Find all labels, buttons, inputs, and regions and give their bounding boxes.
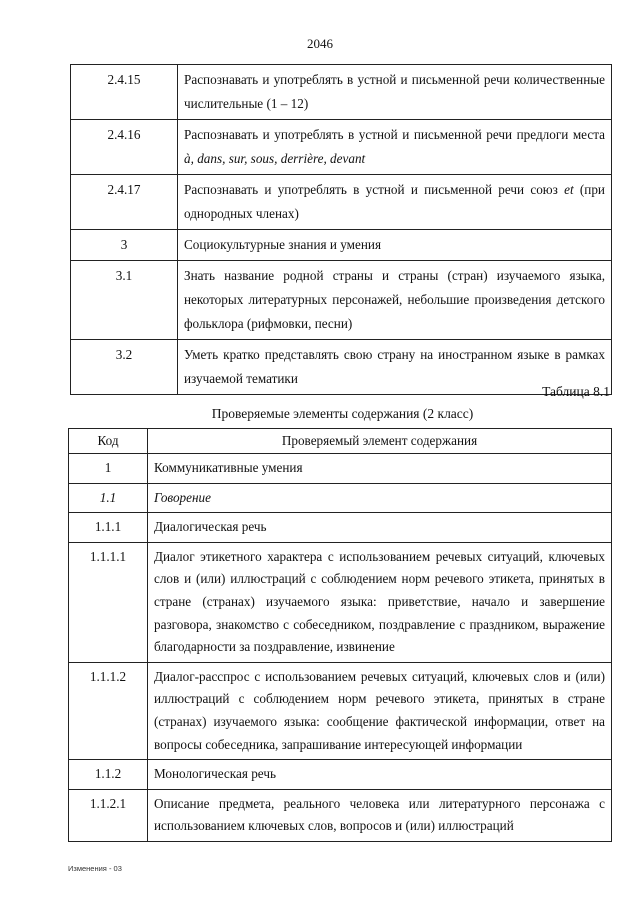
table-row [71,65,612,120]
table-row [71,340,612,395]
row-text: Монологическая речь [148,760,612,790]
row-text [178,120,612,175]
row-text: Диалогическая речь [148,513,612,543]
row-code: 1.1.2 [69,760,148,790]
row-code: 3.1 [71,261,178,340]
row-code: 3 [71,230,178,261]
skills-table-continued [70,64,612,395]
row-text: Уметь кратко представлять свою страну на иностранном языке в рамках изучаемой тематики [178,340,612,395]
table-number-label: Таблица 8.1 [542,384,610,399]
row-code: 2.4.17 [71,175,178,230]
row-text [178,175,612,230]
table-row [69,789,612,841]
table-row [69,542,612,662]
table-row [71,230,612,261]
row-text: Коммуникативные умения [148,454,612,484]
row-code: 3.2 [71,340,178,395]
content-elements-table [68,428,612,842]
table-row [71,175,612,230]
row-code: 2.4.16 [71,120,178,175]
table-row [69,513,612,543]
table-row [69,454,612,484]
revision-footer: Изменения - 03 [68,864,122,873]
table-caption: Проверяемые элементы содержания (2 класс) [211,406,474,421]
row-text-tail: (при однородных членах) [184,182,605,221]
row-text: Социокультурные знания и умения [178,230,612,261]
column-header-code: Код [69,429,148,454]
row-text: Диалог-расспрос с использованием речевых ситуаций, ключевых слов и (или) иллюстраций с соблюдением норм речевого этикета, принятых в стране (странах) изучаемого языка: сообщение фактической информации, ответ на вопросы собеседника, запрашивание интересующей информации [148,662,612,759]
row-code: 1.1.1.1 [69,542,148,662]
page-number: 2046 [307,36,333,51]
row-code [69,483,148,513]
table-row [71,261,612,340]
row-text: Знать название родной страны и страны (стран) изучаемого языка, некоторых литературных персонажей, небольшие произведения детского фольклора (рифмовки, песни) [178,261,612,340]
row-text: Диалог этикетного характера с использованием речевых ситуаций, ключевых слов и (или) иллюстраций с соблюдением норм речевого этикета, принятых в стране (странах) изучаемого языка: приветствие, начало и завершение разговора, знакомство с собеседником, поздравление с праздником, выражение благодарности за поздравление, извинение [148,542,612,662]
row-text-italic: Говорение [154,489,211,505]
row-code: 1.1.1 [69,513,148,543]
row-text [148,483,612,513]
table-row [69,662,612,759]
row-code-italic: 1.1 [99,489,117,505]
row-text-main: Распознавать и употреблять в устной и письменной речи союз [184,182,565,197]
row-text: Описание предмета, реального человека или литературного персонажа с использованием ключевых слов, вопросов и (или) иллюстраций [148,789,612,841]
row-text-french-words: à, dans, sur, sous, derrière, devant [184,151,366,166]
row-text: Распознавать и употреблять в устной и письменной речи количественные числительные (1 – 12) [178,65,612,120]
table-header-row [69,429,612,454]
table-row [71,120,612,175]
column-header-element: Проверяемый элемент содержания [148,429,612,454]
table-row [69,483,612,513]
row-code: 1 [69,454,148,484]
row-code: 2.4.15 [71,65,178,120]
row-code: 1.1.1.2 [69,662,148,759]
row-text-french-word: et [564,182,574,197]
row-code: 1.1.2.1 [69,789,148,841]
table-row [69,760,612,790]
row-text-main: Распознавать и употреблять в устной и письменной речи предлоги места [184,127,605,142]
